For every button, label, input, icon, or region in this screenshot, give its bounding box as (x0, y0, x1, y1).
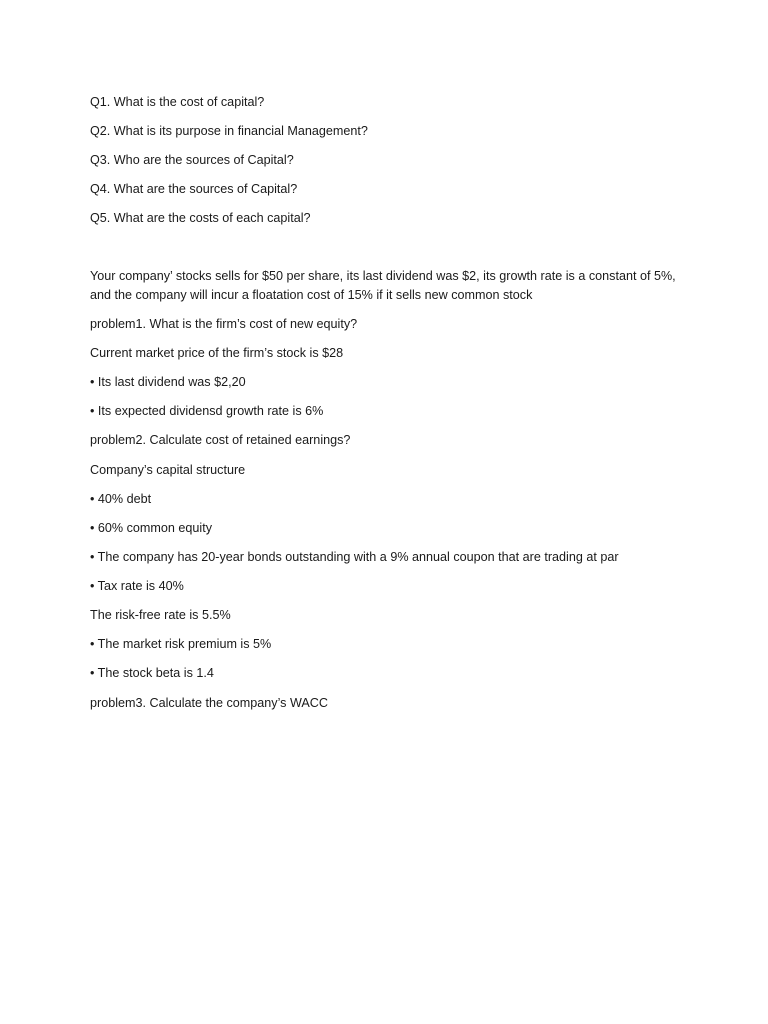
question-2: Q2. What is its purpose in financial Management? (90, 124, 368, 138)
bullet-stock-beta: • The stock beta is 1.4 (90, 666, 214, 680)
bullet-debt: • 40% debt (90, 492, 152, 506)
bullet-market-risk-premium: • The market risk premium is 5% (90, 637, 272, 651)
problem2-heading: problem2. Calculate cost of retained earnings? (90, 433, 351, 447)
problem1-heading: problem1. What is the firm’s cost of new equity? (90, 317, 358, 331)
question-3: Q3. Who are the sources of Capital? (90, 153, 294, 167)
bullet-last-dividend: • Its last dividend was $2,20 (90, 375, 246, 389)
bullet-common-equity: • 60% common equity (90, 521, 213, 535)
risk-free-rate-line: The risk-free rate is 5.5% (90, 608, 231, 622)
question-4: Q4. What are the sources of Capital? (90, 182, 298, 196)
bullet-bonds: • The company has 20-year bonds outstanding with a 9% annual coupon that are trading at par (90, 550, 619, 564)
question-1: Q1. What is the cost of capital? (90, 95, 265, 109)
capital-structure-line: Company’s capital structure (90, 463, 246, 477)
market-price-line: Current market price of the firm’s stock is $28 (90, 346, 344, 360)
bullet-tax-rate: • Tax rate is 40% (90, 579, 184, 593)
question-5: Q5. What are the costs of each capital? (90, 211, 311, 225)
intro-paragraph: Your company’ stocks sells for $50 per share, its last dividend was $2, its growth rate is a constant of 5%, and the company will incur a floatation cost of 15% if it sells new common stock (90, 269, 676, 302)
bullet-growth-rate: • Its expected dividensd growth rate is 6% (90, 404, 324, 418)
problem3-heading: problem3. Calculate the company’s WACC (90, 696, 328, 710)
